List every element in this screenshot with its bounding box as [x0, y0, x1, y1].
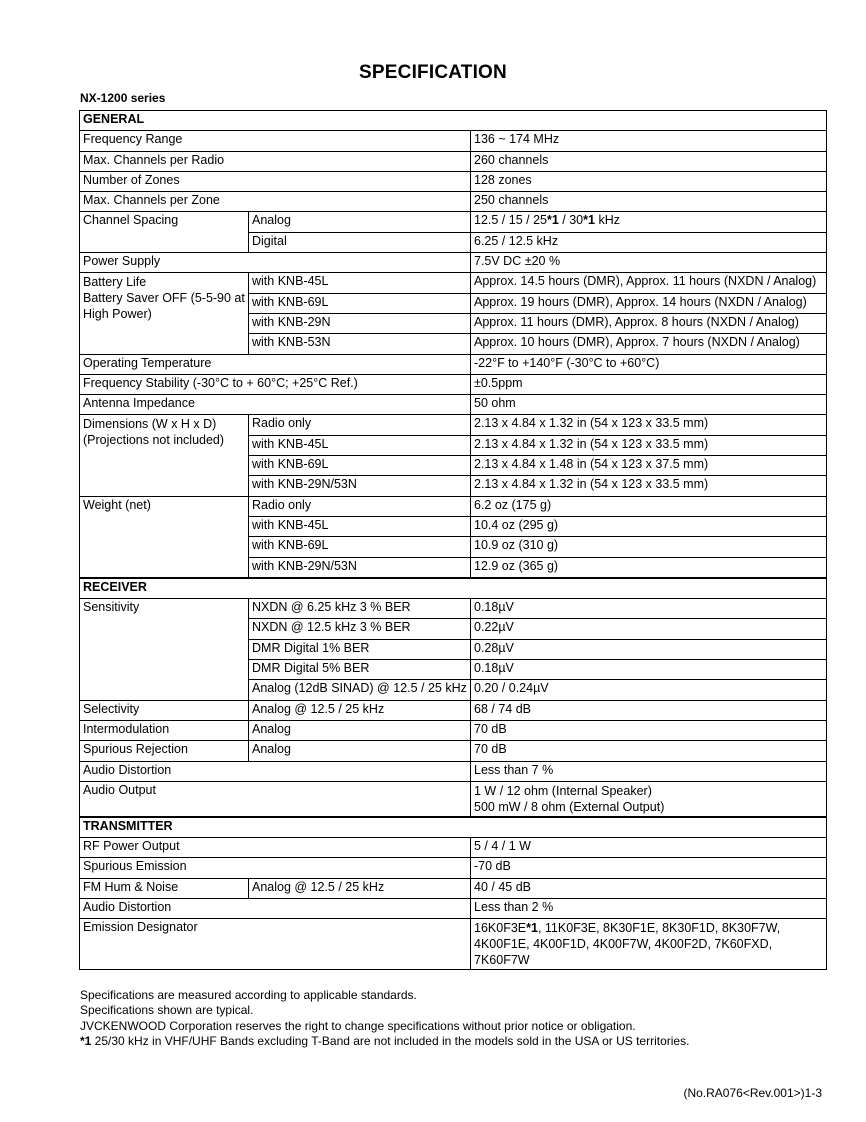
table-row: [80, 354, 827, 374]
spec-sublabel: Radio only: [249, 496, 471, 516]
table-row: [80, 700, 827, 720]
value-line: 1 W / 12 ohm (Internal Speaker): [474, 783, 652, 798]
spec-value: 70 dB: [471, 741, 827, 761]
table-row: [80, 415, 827, 435]
spec-sublabel: NXDN @ 12.5 kHz 3 % BER: [249, 619, 471, 639]
spec-label: Audio Distortion: [80, 898, 471, 918]
footnote-mark: *1: [80, 1034, 92, 1049]
value-part: / 30: [558, 213, 584, 228]
section-header-transmitter: TRANSMITTER: [80, 817, 827, 838]
value-line: [474, 920, 823, 936]
spec-value: 6.2 oz (175 g): [471, 496, 827, 516]
spec-sublabel: with KNB-69L: [249, 456, 471, 476]
spec-value: ±0.5ppm: [471, 374, 827, 394]
section-header-general: GENERAL: [80, 111, 827, 131]
spec-value: 7.5V DC ±20 %: [471, 253, 827, 273]
table-row: [80, 720, 827, 740]
footnote-line: [80, 1034, 689, 1049]
spec-value: 136 ~ 174 MHz: [471, 131, 827, 151]
spec-sublabel: with KNB-45L: [249, 435, 471, 455]
spec-value: Approx. 11 hours (DMR), Approx. 8 hours (NXDN / Analog): [471, 313, 827, 333]
spec-sublabel: DMR Digital 5% BER: [249, 660, 471, 680]
spec-label: FM Hum & Noise: [80, 878, 249, 898]
note-line: Specifications are measured according to applicable standards.: [80, 988, 417, 1002]
table-row: [80, 374, 827, 394]
spec-value: 128 zones: [471, 171, 827, 191]
spec-value: 250 channels: [471, 192, 827, 212]
spec-sublabel: Analog @ 12.5 / 25 kHz: [249, 878, 471, 898]
spec-label: Emission Designator: [80, 919, 471, 970]
spec-sublabel: Analog @ 12.5 / 25 kHz: [249, 700, 471, 720]
spec-value: 0.28µV: [471, 639, 827, 659]
spec-value: -22°F to +140°F (-30°C to +60°C): [471, 354, 827, 374]
spec-label: Weight (net): [80, 496, 249, 578]
spec-sublabel: with KNB-29N/53N: [249, 476, 471, 496]
spec-sublabel: with KNB-69L: [249, 293, 471, 313]
spec-value: 70 dB: [471, 720, 827, 740]
spec-sublabel: Digital: [249, 232, 471, 252]
spec-value: 5 / 4 / 1 W: [471, 838, 827, 858]
spec-label: [80, 415, 249, 496]
note-line: JVCKENWOOD Corporation reserves the right to change specifications without prior notice or obligation.: [80, 1018, 636, 1033]
spec-sublabel: Analog (12dB SINAD) @ 12.5 / 25 kHz: [249, 680, 471, 700]
table-row: [80, 253, 827, 273]
spec-sublabel: with KNB-45L: [249, 516, 471, 536]
spec-label: Max. Channels per Radio: [80, 151, 471, 171]
spec-label: Power Supply: [80, 253, 471, 273]
table-row: [80, 171, 827, 191]
value-part: , 11K0F3E, 8K30F1E, 8K30F1D, 8K30F7W,: [537, 921, 781, 936]
spec-label: Frequency Stability (-30°C to + 60°C; +25°C Ref.): [80, 374, 471, 394]
spec-value: 2.13 x 4.84 x 1.32 in (54 x 123 x 33.5 mm): [471, 476, 827, 496]
spec-label: Audio Distortion: [80, 761, 471, 781]
spec-value: 260 channels: [471, 151, 827, 171]
spec-value: [471, 212, 827, 232]
table-row: [80, 919, 827, 970]
spec-sublabel: with KNB-29N: [249, 313, 471, 333]
spec-sublabel: with KNB-69L: [249, 537, 471, 557]
spec-label: Spurious Emission: [80, 858, 471, 878]
table-row: [80, 858, 827, 878]
spec-label: Channel Spacing: [80, 212, 249, 253]
spec-sublabel: Analog: [249, 720, 471, 740]
table-row: [80, 898, 827, 918]
spec-value: Approx. 10 hours (DMR), Approx. 7 hours (NXDN / Analog): [471, 334, 827, 354]
table-row: [80, 273, 827, 293]
spec-label: Selectivity: [80, 700, 249, 720]
footnote-mark: *1: [546, 213, 559, 228]
spec-value: Less than 7 %: [471, 761, 827, 781]
series-label: NX-1200 series: [80, 91, 166, 105]
value-line: 4K00F1E, 4K00F1D, 4K00F7W, 4K00F2D, 7K60FXD,: [474, 937, 773, 952]
page-title: SPECIFICATION: [359, 62, 507, 83]
spec-value: 0.18µV: [471, 599, 827, 619]
footnote-mark: *1: [583, 213, 595, 228]
spec-value: Approx. 14.5 hours (DMR), Approx. 11 hours (NXDN / Analog): [471, 273, 827, 293]
table-row: [80, 151, 827, 171]
value-part: kHz: [594, 213, 620, 228]
footnote-mark: *1: [526, 921, 538, 936]
spec-label: Operating Temperature: [80, 354, 471, 374]
spec-label: Antenna Impedance: [80, 395, 471, 415]
spec-label: Frequency Range: [80, 131, 471, 151]
spec-value: 6.25 / 12.5 kHz: [471, 232, 827, 252]
spec-value: 0.20 / 0.24µV: [471, 680, 827, 700]
spec-value: 50 ohm: [471, 395, 827, 415]
spec-label: Spurious Rejection: [80, 741, 249, 761]
value-part: 16K0F3E: [474, 921, 527, 936]
label-line: Battery Saver OFF (5-5-90 at High Power): [83, 291, 245, 322]
spec-value: 2.13 x 4.84 x 1.48 in (54 x 123 x 37.5 mm): [471, 456, 827, 476]
table-row: [80, 131, 827, 151]
table-row: [80, 741, 827, 761]
spec-value: 10.4 oz (295 g): [471, 516, 827, 536]
spec-label: Sensitivity: [80, 599, 249, 700]
spec-value: 12.9 oz (365 g): [471, 557, 827, 578]
value-line: 500 mW / 8 ohm (External Output): [474, 799, 665, 814]
spec-label: Max. Channels per Zone: [80, 192, 471, 212]
spec-sublabel: DMR Digital 1% BER: [249, 639, 471, 659]
spec-value: 0.18µV: [471, 660, 827, 680]
table-row: [80, 395, 827, 415]
table-row: [80, 496, 827, 516]
table-row: [80, 599, 827, 619]
footnote-text: 25/30 kHz in VHF/UHF Bands excluding T-Band are not included in the models sold in the USA or US territories.: [91, 1034, 690, 1049]
spec-label: RF Power Output: [80, 838, 471, 858]
spec-value: 2.13 x 4.84 x 1.32 in (54 x 123 x 33.5 mm): [471, 415, 827, 435]
spec-sublabel: Analog: [249, 741, 471, 761]
label-line: (Projections not included): [83, 433, 225, 448]
spec-value: 0.22µV: [471, 619, 827, 639]
spec-sublabel: with KNB-45L: [249, 273, 471, 293]
table-row: [80, 192, 827, 212]
spec-value: [471, 919, 827, 970]
table-row: [80, 878, 827, 898]
spec-value: 40 / 45 dB: [471, 878, 827, 898]
note-line: Specifications shown are typical.: [80, 1003, 254, 1018]
table-row: [80, 761, 827, 781]
spec-label: Audio Output: [80, 781, 471, 817]
spec-sublabel: with KNB-29N/53N: [249, 557, 471, 578]
spec-sublabel: Radio only: [249, 415, 471, 435]
spec-value: 10.9 oz (310 g): [471, 537, 827, 557]
spec-label: Intermodulation: [80, 720, 249, 740]
section-header-receiver: RECEIVER: [80, 578, 827, 599]
spec-label: Number of Zones: [80, 171, 471, 191]
spec-value: 2.13 x 4.84 x 1.32 in (54 x 123 x 33.5 mm): [471, 435, 827, 455]
spec-sublabel: NXDN @ 6.25 kHz 3 % BER: [249, 599, 471, 619]
spec-value: 68 / 74 dB: [471, 700, 827, 720]
spec-value: [471, 781, 827, 817]
spec-sublabel: Analog: [249, 212, 471, 232]
value-part: 12.5 / 15 / 25: [474, 213, 547, 228]
label-line: Battery Life: [83, 275, 147, 290]
table-row: [80, 838, 827, 858]
table-row: [80, 781, 827, 817]
spec-label: [80, 273, 249, 354]
label-line: Dimensions (W x H x D): [83, 417, 217, 432]
page-footer: (No.RA076<Rev.001>)1-3: [683, 1086, 822, 1100]
notes: [80, 988, 689, 1050]
spec-value: -70 dB: [471, 858, 827, 878]
spec-value: Approx. 19 hours (DMR), Approx. 14 hours (NXDN / Analog): [471, 293, 827, 313]
spec-sublabel: with KNB-53N: [249, 334, 471, 354]
table-row: [80, 212, 827, 232]
specification-table: [79, 110, 827, 970]
value-line: 7K60F7W: [474, 953, 530, 968]
spec-value: Less than 2 %: [471, 898, 827, 918]
